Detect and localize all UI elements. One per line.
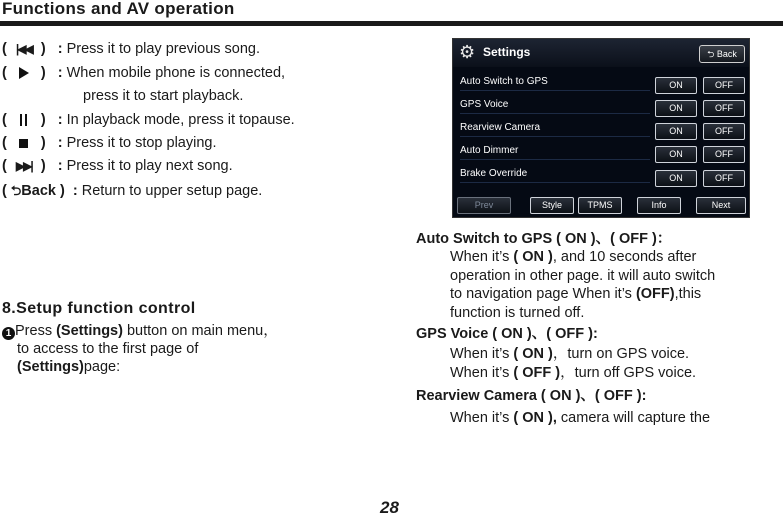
auto-switch-gps-heading: Auto Switch to GPS ( ON )、( OFF )： (416, 231, 672, 247)
screen-prev-button[interactable]: Prev (457, 197, 511, 214)
setup-section-title: 8.Setup function control (2, 300, 196, 317)
pause-icon (7, 112, 41, 128)
page-number: 28 (380, 498, 399, 517)
setting-row-brake-override: Brake Override (460, 165, 650, 183)
gps-voice-on-button[interactable]: ON (655, 100, 697, 117)
control-back: ( ⮌Back ) : Return to upper setup page. (2, 183, 263, 199)
auto-dimmer-on-button[interactable]: ON (655, 146, 697, 163)
play-icon (7, 65, 41, 81)
header-rule (0, 21, 783, 26)
bullet-number-icon: 1 (2, 327, 15, 340)
gps-voice-description: When it’s ( ON )，turn on GPS voice. When it’s ( OFF )，turn off GPS voice. (450, 346, 697, 381)
brake-override-on-button[interactable]: ON (655, 170, 697, 187)
control-previous: ( |◀◀ ) : Press it to play previous song. (2, 41, 261, 57)
page-header-title: Functions and AV operation (2, 0, 235, 18)
screen-style-button[interactable]: Style (530, 197, 574, 214)
screen-back-button[interactable]: ⮌ Back (699, 45, 745, 63)
settings-screen (452, 38, 750, 218)
control-play-desc-2: press it to start playback. (83, 88, 244, 104)
control-pause: ( ) : In playback mode, press it topause. (2, 112, 295, 128)
next-track-icon: ▶▶| (15, 159, 32, 174)
control-stop: ( ) : Press it to stop playing. (2, 135, 217, 151)
rearview-camera-off-button[interactable]: OFF (703, 123, 745, 140)
rearview-camera-on-button[interactable]: ON (655, 123, 697, 140)
control-next-desc: Press it to play next song. (66, 158, 233, 174)
setting-row-auto-switch-gps: Auto Switch to GPS (460, 73, 650, 91)
control-pause-desc: In playback mode, press it topause. (66, 112, 295, 128)
screen-info-button[interactable]: Info (637, 197, 681, 214)
previous-track-icon: |◀◀ (15, 42, 32, 57)
back-arrow-icon: ⮌ (10, 183, 22, 198)
setting-row-auto-dimmer: Auto Dimmer (460, 142, 650, 160)
control-stop-desc: Press it to stop playing. (66, 135, 217, 151)
control-back-desc: Return to upper setup page. (81, 183, 263, 199)
setup-section-body: 1 Press (Settings) button on main menu， to access to the first page of (Settings)page: (2, 322, 278, 376)
control-previous-desc: Press it to play previous song. (66, 41, 261, 57)
auto-switch-gps-description: When it’s ( ON ), and 10 seconds after operation in other page. it will auto switch to navigation page When it’s (OFF),this function is turned off. (450, 249, 716, 321)
rearview-camera-heading: Rearview Camera ( ON )、( OFF ): (416, 388, 647, 404)
screen-next-button[interactable]: Next (696, 197, 746, 214)
setting-row-rearview-camera: Rearview Camera (460, 119, 650, 137)
auto-dimmer-off-button[interactable]: OFF (703, 146, 745, 163)
auto-switch-gps-off-button[interactable]: OFF (703, 77, 745, 94)
control-play-desc-1: When mobile phone is connected, (66, 65, 286, 81)
setting-row-gps-voice: GPS Voice (460, 96, 650, 114)
back-arrow-icon: ⮌ (707, 49, 717, 59)
stop-icon (7, 135, 41, 151)
control-next: ( ▶▶| ) : Press it to play next song. (2, 158, 233, 174)
control-play: ( ) : When mobile phone is connected, (2, 65, 286, 81)
settings-screen-title: Settings (483, 45, 531, 59)
brake-override-off-button[interactable]: OFF (703, 170, 745, 187)
rearview-camera-description: When it’s ( ON ), camera will capture the (450, 410, 711, 426)
auto-switch-gps-on-button[interactable]: ON (655, 77, 697, 94)
screen-tpms-button[interactable]: TPMS (578, 197, 622, 214)
control-back-label: Back (21, 183, 56, 199)
gps-voice-off-button[interactable]: OFF (703, 100, 745, 117)
gps-voice-heading: GPS Voice ( ON )、( OFF ): (416, 326, 598, 342)
gear-icon: ⚙ (459, 42, 476, 62)
